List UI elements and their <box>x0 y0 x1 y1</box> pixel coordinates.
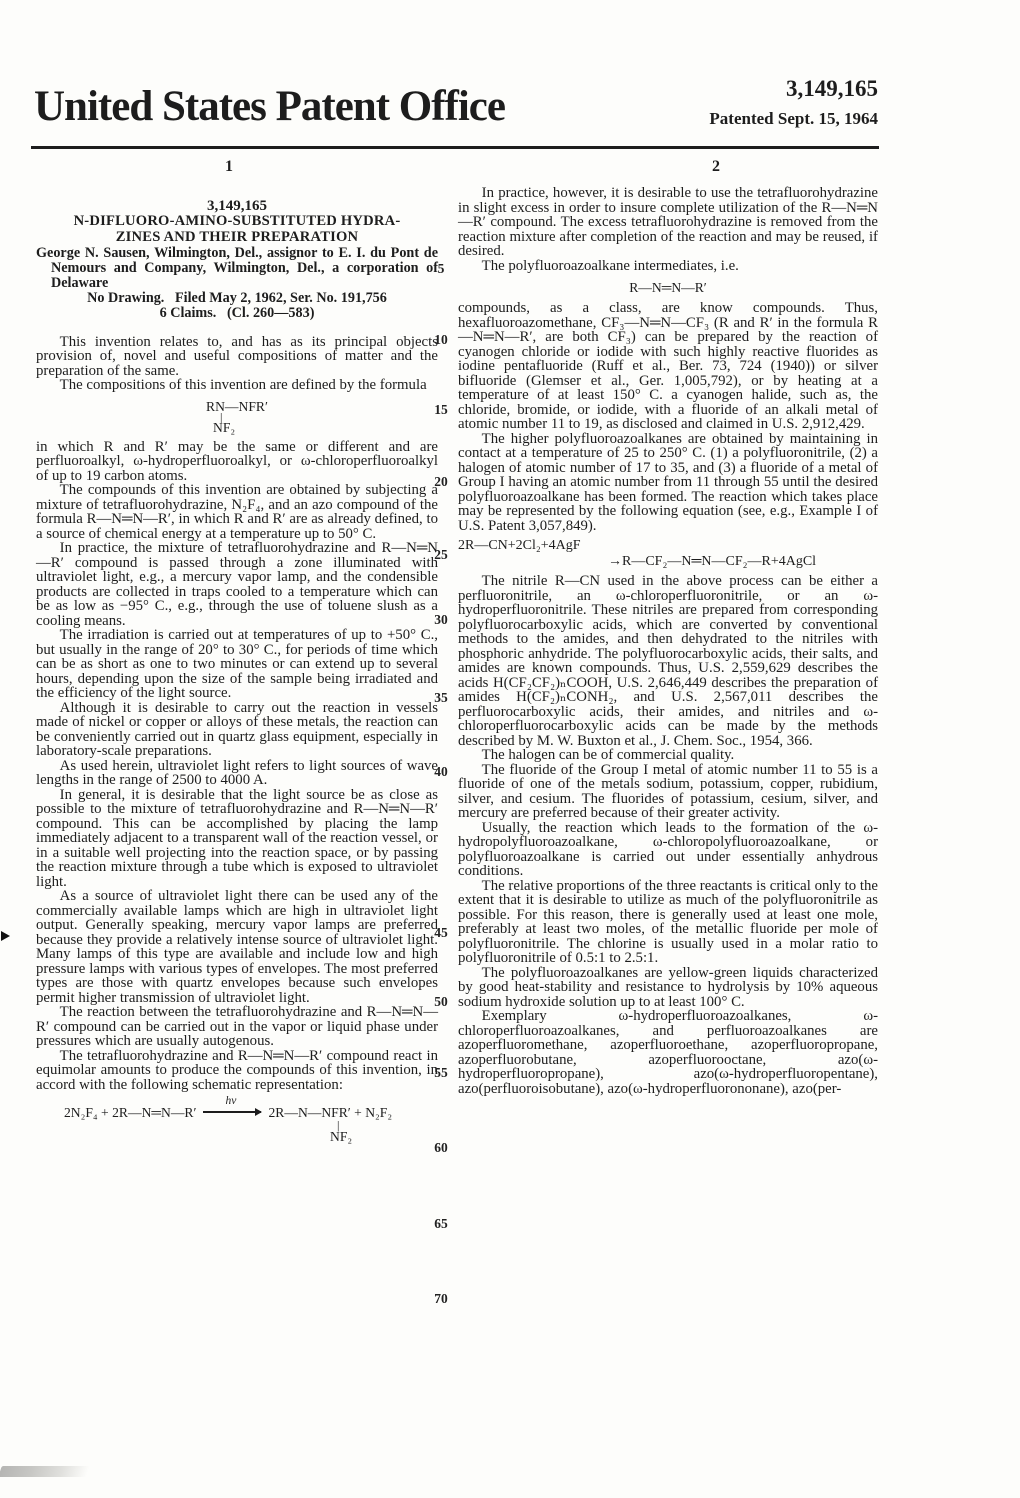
header-divider-rule <box>31 146 879 149</box>
right-column <box>458 186 878 1096</box>
paragraph: The fluoride of the Group I metal of atomic number 11 to 55 is a fluoride of one of the metals sodium, potassium, copper, rubidium, silver, and cesium. The fluorides of potassium, cesium, silver, and mercury are preferred because of their greater activity. <box>458 761 878 821</box>
column-number-left: 1 <box>225 158 233 175</box>
line-number: 55 <box>434 1065 448 1080</box>
claims-line: 6 Claims. (Cl. 260—583) <box>159 304 315 321</box>
formula-substituent: NF₂ <box>213 419 236 435</box>
reaction-scheme-formula <box>36 1095 438 1145</box>
filing-line: No Drawing. Filed May 2, 1962, Ser. No. 191,756 <box>87 289 387 306</box>
azo-formula: R—N═N—R′ <box>629 280 707 295</box>
paragraph: The compounds of this invention are obtained by subjecting a mixture of tetrafluorohydrazine, N₂F₄, and an azo compound of the formula R—N═N—R′, in which R and R′ are as already defined, to a source of chemical energy at a temperature up to 50° C. <box>36 482 438 542</box>
patented-date: Patented Sept. 15, 1964 <box>709 109 878 128</box>
arrow-label: hν <box>225 1095 237 1108</box>
paragraph: The nitrile R—CN used in the above process can be either a perfluoronitrile, an ω-chloroperfluoronitrile, or an ω-hydroperfluoronitrile. These nitriles are prepared from corresponding polyfluorocarboxylic acids, which are converted by conventional methods to the amides, and then dehydrated to the nitriles with phosphoric anhydride. The polyfluorocarboxylic acids, their salts, and amides are known compounds. Thus, U.S. 2,559,629 describes the acids H(CF₂CF₂)ₙCOOH, U.S. 2,646,449 describes the preparation of amides H(CF₂)ₙCONH₂, and U.S. 2,567,011 describes the perfluorocarboxylic acids, their amides, and nitriles and ω-chloroperfluorocarboxylic acids can be made by the methods described by M. W. Buxton et al., J. Chem. Soc., 1954, 366. <box>458 573 878 749</box>
line-number: 45 <box>434 925 448 940</box>
paragraph: The reaction between the tetrafluorohydrazine and R—N═N—R′ compound can be carried out in the vapor or liquid phase under pressures which are usually autogenous. <box>36 1004 438 1050</box>
equation-formula <box>458 538 878 570</box>
paragraph: In general, it is desirable that the light source be as close as possible to the mixture of tetrafluorohydrazine and R—N═N—R′ compound. This can be accomplished by placing the lamp immediately adjacent to a transparent wall of the reaction vessel, or in a suitable well projecting into the reaction space, or by passing the reaction mixture through a tube which is exposed to ultraviolet light. <box>36 786 438 890</box>
page-title: United States Patent Office <box>34 83 505 130</box>
left-column <box>36 198 438 1143</box>
paragraph: The relative proportions of the three reactants is critical only to the extent that it is desirable to utilize as much of the polyfluoronitrile as possible. For this reason, there is generally used at least one mole, preferably at least two moles, of the metallic fluoride per mole of polyfluoronitrile. The chlorine is usually used in a molar ratio to polyfluoronitrile of 0.5:1 to 2.5:1. <box>458 877 878 966</box>
bond-line: | <box>220 409 223 424</box>
paragraph: Usually, the reaction which leads to the formation of the ω-hydropolyfluoroazoalkane, ω-chloropolyfluoroazoalkane, or polyfluoroazoalkane is carried out under essentially anhydrous conditions. <box>458 819 878 879</box>
paragraph: In practice, the mixture of tetrafluorohydrazine and R—N═N—R′ compound is passed through a zone illuminated with ultraviolet light, e.g., a mercury vapor lamp, and the condensible products are collected in traps cooled to a temperature which can be as low as −95° C., e.g., through the use of toluene slush as a cooling means. <box>36 540 438 629</box>
equation-line1: 2R—CN+2Cl₂+4AgF <box>458 538 581 553</box>
patent-title-line2: ZINES AND THEIR PREPARATION <box>115 228 359 245</box>
paragraph: The compositions of this invention are defined by the formula <box>59 377 427 394</box>
bond-line: | <box>337 1118 340 1133</box>
paragraph: In practice, however, it is desirable to use the tetrafluorohydrazine in slight excess in order to insure complete utilization of the R—N═N—R′ compound. The excess tetrafluorohydrazine is removed from the reaction mixture after completion of the reaction and may be reused, if desired. <box>458 185 878 259</box>
paragraph: The halogen can be of commercial quality. <box>481 747 735 763</box>
line-number: 15 <box>434 402 448 417</box>
formula-line: RN—NFR′ <box>206 398 268 414</box>
heading-patent-number: 3,149,165 <box>207 198 267 214</box>
paragraph: The irradiation is carried out at temperatures of up to +50° C., but usually in the range of 20° to 30° C., for periods of time which can be as short as one to two minutes or can extend up to several hours, depending upon the size of the sample being irradiated and the efficiency of the light source. <box>36 627 438 702</box>
line-number: 60 <box>434 1140 448 1155</box>
line-number: 70 <box>434 1291 448 1306</box>
line-number: 20 <box>434 474 448 489</box>
smudge-mark <box>0 1466 90 1477</box>
structural-formula <box>36 400 438 434</box>
line-number: 65 <box>434 1216 448 1231</box>
equation-line2: →R—CF₂—N═N—CF₂—R+4AgCl <box>608 554 817 569</box>
line-number: 50 <box>434 994 448 1009</box>
paragraph: The higher polyfluoroazoalkanes are obtained by maintaining in contact at a temperature of 25 to 250° C. (1) a polyfluoronitrile, (2) a halogen of atomic number of 17 to 35, and (3) a fluoride of a metal of Group I having an atomic number from 11 through 55 until the desired polyfluoroazoalkane has been formed. The reaction which takes place may be represented by the following equation (see, e.g., Example I of U.S. Patent 3,057,849). <box>458 430 878 534</box>
paragraph: As used herein, ultraviolet light refers to light sources of wave lengths in the range of 2500 to 4000 A. <box>36 757 438 789</box>
paragraph: This invention relates to, and has as its principal objects provision of, novel and useful compositions of matter and the preparation of the same. <box>36 333 438 379</box>
paragraph: Exemplary ω-hydroperfluoroazoalkanes, ω-chloroperfluoroazoalkanes, and perfluoroazoalkanes are azoperfluoromethane, azoperfluoroethane, azoperfluoropropane, azoperfluorobutane, azoperfluorooctane, azo(ω-hydroperfluoropropane), azo(ω-hydroperfluoropentane), azo(perfluoroisobutane), azo(ω-hydroperfluorononane), azo(per- <box>458 1008 878 1097</box>
paragraph: Although it is desirable to carry out the reaction in vessels made of nickel or copper or alloys of these metals, the reaction can be conveniently carried out in quartz glass equipment, especially in laboratory-scale preparations. <box>36 699 438 760</box>
scheme-rhs: 2R—N—NFR′ + N₂F₂ <box>268 1105 393 1121</box>
paragraph: The tetrafluorohydrazine and R—N═N—R′ compound react in equimolar amounts to produce the compounds of this invention, in accord with the following schematic representation: <box>36 1047 438 1093</box>
paragraph: The polyfluoroazoalkanes are yellow-green liquids characterized by good heat-stability and resistance to hydrolysis by 10% aqueous sodium hydroxide solution up to at least 100° C. <box>458 964 878 1010</box>
line-number: 40 <box>434 764 448 779</box>
inventor-line: George N. Sausen, Wilmington, Del., assignor to E. I. du Pont de Nemours and Company, Wilmington, Del., a corporation of Delaware <box>36 245 438 291</box>
patent-number: 3,149,165 <box>786 76 878 101</box>
paragraph: in which R and R′ may be the same or different and are perfluoroalkyl, ω-hydroperfluoroalkyl, or ω-chloroperfluoroalkyl of up to 19 carbon atoms. <box>36 438 438 484</box>
reaction-arrow-icon <box>203 1095 261 1113</box>
paragraph: As a source of ultraviolet light there can be used any of the commercially available lamps which are high in ultraviolet light output. Generally speaking, mercury vapor lamps are preferred because they provide a relatively intense source of ultraviolet light. Many lamps of this type are available and include low and high pressure lamps with various types of envelopes. The most preferred types are those with quartz envelopes because such envelopes permit higher transmission of ultraviolet light. <box>36 888 438 1006</box>
patent-title-line1: N-DIFLUORO-AMINO-SUBSTITUTED HYDRA- <box>73 213 401 229</box>
line-number: 10 <box>434 332 448 347</box>
column-number-right: 2 <box>712 158 720 175</box>
scheme-lhs: 2N₂F₄ + 2R—N═N—R′ <box>64 1105 197 1121</box>
formula-substituent: NF₂ <box>330 1129 353 1145</box>
line-number: 25 <box>434 547 448 562</box>
line-number: 5 <box>437 261 445 276</box>
patent-heading-block <box>36 198 438 321</box>
paragraph: The polyfluoroazoalkane intermediates, i.e. <box>481 257 739 274</box>
masthead-right-block <box>709 76 878 130</box>
line-number: 30 <box>434 612 448 627</box>
line-number: 35 <box>434 690 448 705</box>
margin-arrow-marker <box>1 931 10 941</box>
paragraph: compounds, as a class, are know compounds. Thus, hexafluoroazomethane, CF₃—N═N—CF₃ (R and R′ in the formula R—N═N—R′, are both CF₃) can be prepared by the reaction of cyanogen chloride or iodide with such highly reactive fluorides as iodine pentafluoride (Ruff et al., Ber. 73, 724 (1940)) or silver bifluoride (Glemser et al., Ger. 1,005,792), or by heating at a temperature of at least 150° C. a cyanogen halide, such as, the chloride, bromide, or iodide, with a fluoride of an alkali metal of atomic number 11 to 19, as disclosed and claimed in U.S. 2,912,429. <box>458 300 878 432</box>
